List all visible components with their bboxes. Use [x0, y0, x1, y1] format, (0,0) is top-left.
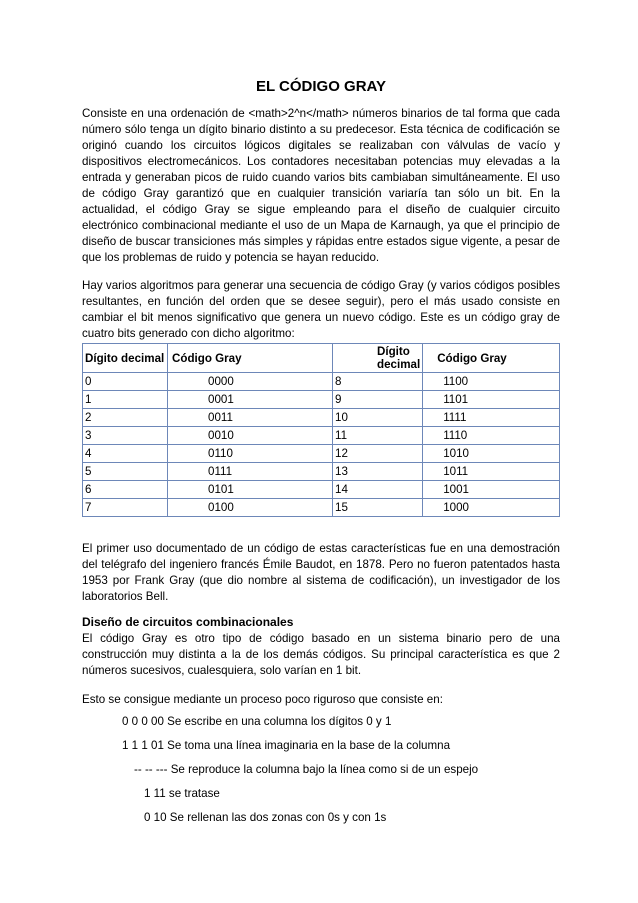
table-header-gray-2: Código Gray	[423, 344, 560, 373]
table-cell: 0001	[168, 391, 333, 409]
table-row	[83, 499, 560, 517]
table-header-row	[83, 344, 560, 373]
table-cell: 6	[83, 481, 168, 499]
table-cell: 1000	[423, 499, 560, 517]
table-row	[83, 373, 560, 391]
process-step-3: -- -- --- Se reproduce la columna bajo la línea como si de un espejo	[134, 763, 479, 776]
table-cell: 12	[333, 445, 423, 463]
table-cell: 8	[333, 373, 423, 391]
table-cell: 9	[333, 391, 423, 409]
table-cell: 0111	[168, 463, 333, 481]
table-cell: 0101	[168, 481, 333, 499]
process-step-1: 0 0 0 00 Se escribe en una columna los dígitos 0 y 1	[122, 715, 392, 728]
document-page	[82, 78, 560, 834]
section-heading: Diseño de circuitos combinacionales	[82, 615, 294, 629]
table-cell: 0100	[168, 499, 333, 517]
table-row	[83, 445, 560, 463]
table-cell: 13	[333, 463, 423, 481]
process-step-5: 0 10 Se rellenan las dos zonas con 0s y con 1s	[144, 811, 387, 824]
document-title: EL CÓDIGO GRAY	[255, 78, 387, 95]
table-row	[83, 409, 560, 427]
history-paragraph: El primer uso documentado de un código de estas características fue en una demostración del telégrafo del ingeniero francés Émile Baudot, en 1878. Pero no fueron patentados hasta 1953 por Frank Gray (que dio nombre al sistema de codificación), un investigador de los laboratorios Bell.	[82, 542, 560, 603]
table-cell: 2	[83, 409, 168, 427]
table-cell: 11	[333, 427, 423, 445]
table-cell: 0010	[168, 427, 333, 445]
table-cell: 1001	[423, 481, 560, 499]
table-cell: 0011	[168, 409, 333, 427]
table-cell: 1101	[423, 391, 560, 409]
table-cell: 1110	[423, 427, 560, 445]
table-cell: 1100	[423, 373, 560, 391]
algorithm-paragraph: Hay varios algoritmos para generar una secuencia de código Gray (y varios códigos posibles resultantes, en función del orden que se desee seguir), pero el más usado consiste en cambiar el bit menos significativo que genera un nuevo código. Este es un código gray de cuatro bits generado con dicho algoritmo:	[82, 279, 560, 340]
table-cell: 4	[83, 445, 168, 463]
gray-code-table	[82, 343, 560, 517]
table-row	[83, 463, 560, 481]
process-intro-paragraph: Esto se consigue mediante un proceso poco riguroso que consiste en:	[82, 693, 443, 706]
table-row	[83, 427, 560, 445]
table-cell: 3	[83, 427, 168, 445]
table-cell: 1010	[423, 445, 560, 463]
table-cell: 7	[83, 499, 168, 517]
intro-paragraph: Consiste en una ordenación de <math>2^n</math> números binarios de tal forma que cada número sólo tenga un dígito binario distinto a su predecesor. Esta técnica de codificación se originó cuando los circuitos lógicos digitales se realizaban con válvulas de vacío y dispositivos electromecánicos. Los contadores necesitaban potencias muy elevadas a la entrada y generaban picos de ruido cuando varios bits cambiaban simultáneamente. El uso de código Gray garantizó que en cualquier transición variaría tan sólo un bit. En la actualidad, el código Gray se sigue empleando para el diseño de cualquier circuito electrónico combinacional mediante el uso de un Mapa de Karnaugh, ya que el principio de diseño de buscar transiciones más simples y rápidas entre estados sigue vigente, a pesar de que los problemas de ruido y potencia se hayan reducido.	[82, 107, 560, 264]
table-row	[83, 391, 560, 409]
table-cell: 1111	[423, 409, 560, 427]
table-cell: 0	[83, 373, 168, 391]
table-header-decimal-2: Dígito decimal	[333, 344, 423, 373]
table-cell: 5	[83, 463, 168, 481]
table-cell: 15	[333, 499, 423, 517]
design-paragraph: El código Gray es otro tipo de código basado en un sistema binario pero de una construcción muy distinta a la de los demás códigos. Su principal característica es que 2 números sucesivos, cualesquiera, solo varían en 1 bit.	[82, 632, 560, 677]
process-step-4: 1 11 se tratase	[144, 787, 220, 800]
table-header-decimal-1: Dígito decimal	[83, 344, 168, 373]
table-cell: 10	[333, 409, 423, 427]
table-cell: 0000	[168, 373, 333, 391]
table-row	[83, 481, 560, 499]
table-cell: 14	[333, 481, 423, 499]
table-cell: 0110	[168, 445, 333, 463]
table-cell: 1011	[423, 463, 560, 481]
table-cell: 1	[83, 391, 168, 409]
table-header-gray-1: Código Gray	[168, 344, 333, 373]
process-step-2: 1 1 1 01 Se toma una línea imaginaria en la base de la columna	[122, 739, 451, 752]
